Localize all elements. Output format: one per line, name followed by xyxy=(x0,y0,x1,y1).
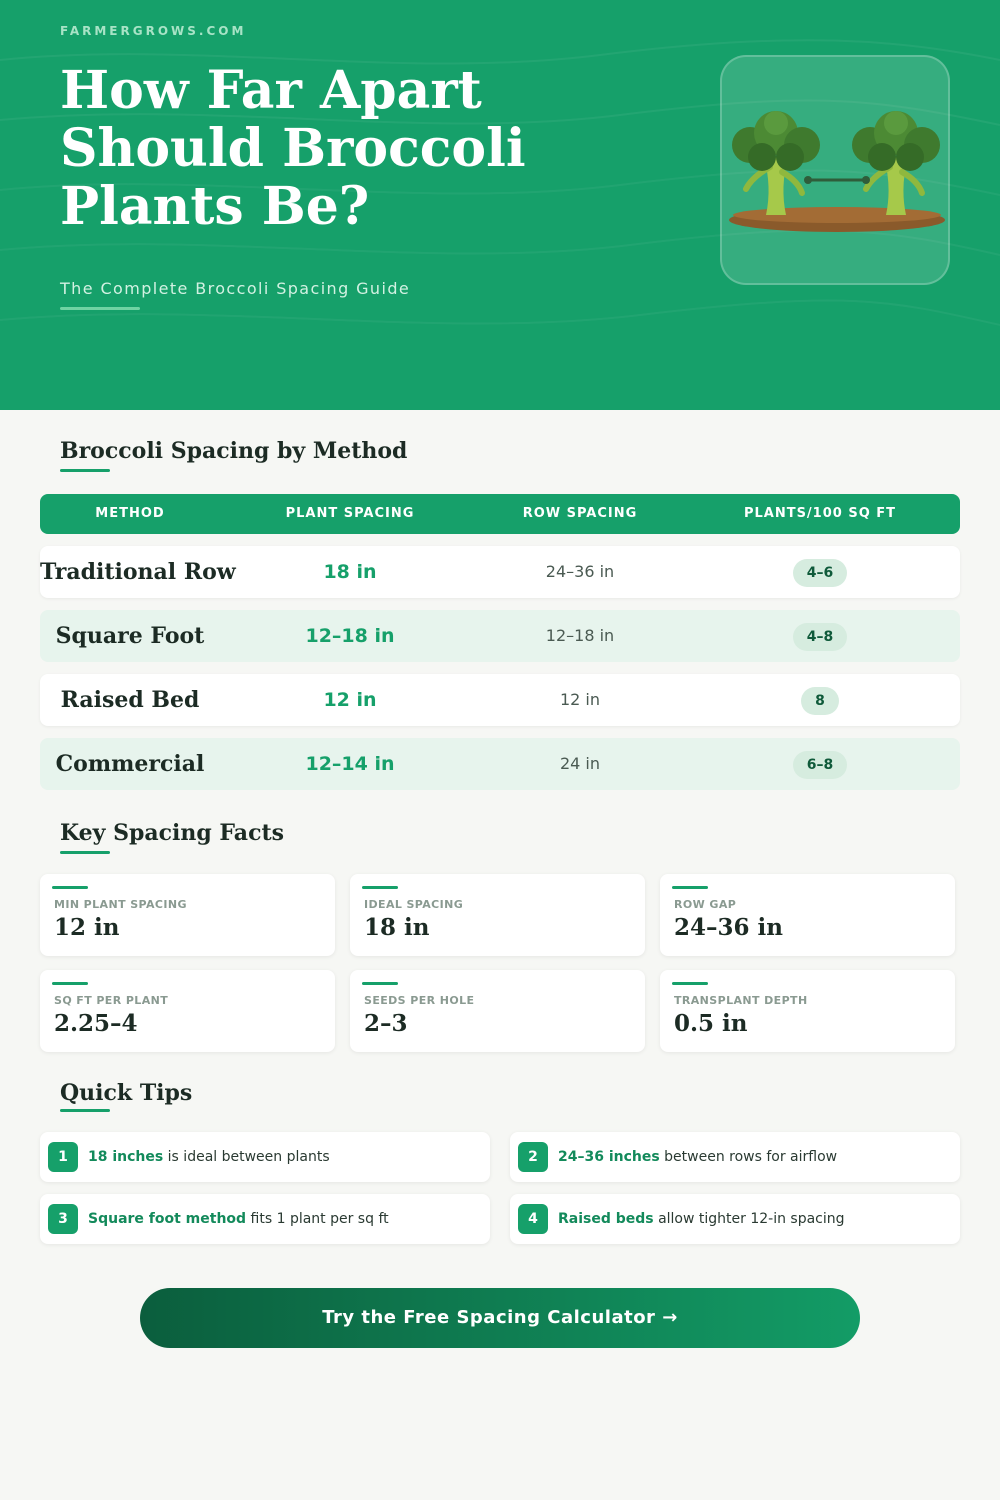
hero-banner xyxy=(0,0,1000,410)
card-accent xyxy=(52,886,88,889)
column-header-density: PLANTS/100 SQ FT xyxy=(743,506,897,521)
page-title: How Far Apart Should Broccoli Plants Be? xyxy=(60,60,526,237)
subtitle-underline xyxy=(60,307,140,310)
tip-text xyxy=(558,1132,837,1182)
density-badge: 4–8 xyxy=(793,623,847,651)
card-accent xyxy=(52,982,88,985)
fact-card xyxy=(660,874,955,956)
table-row xyxy=(40,546,960,598)
density-cell xyxy=(730,546,910,598)
fact-card xyxy=(660,970,955,1052)
tip-number-badge: 2 xyxy=(518,1142,548,1172)
tip-highlight: Square foot method xyxy=(88,1211,247,1227)
fact-value: 12 in xyxy=(54,914,120,941)
table-row xyxy=(40,738,960,790)
row-spacing-cell: 12 in xyxy=(559,690,601,709)
method-cell: Commercial xyxy=(55,751,205,777)
density-badge: 6–8 xyxy=(793,751,847,779)
tip-number-badge: 4 xyxy=(518,1204,548,1234)
fact-label: IDEAL SPACING xyxy=(364,898,464,911)
table-row xyxy=(40,610,960,662)
tip-text xyxy=(88,1132,330,1182)
tip-number-badge: 1 xyxy=(48,1142,78,1172)
section-title-spacing: Broccoli Spacing by Method xyxy=(60,438,408,464)
card-accent xyxy=(672,982,708,985)
density-badge: 8 xyxy=(801,687,839,715)
tip-text xyxy=(88,1194,389,1244)
fact-value: 0.5 in xyxy=(674,1010,748,1037)
table-row xyxy=(40,674,960,726)
column-header-plant-spacing: PLANT SPACING xyxy=(285,506,415,521)
column-header-method: METHOD xyxy=(95,506,165,521)
site-name: FARMERGROWS.COM xyxy=(60,24,247,38)
plant-spacing-cell: 12–14 in xyxy=(305,753,395,775)
fact-card xyxy=(40,970,335,1052)
row-spacing-cell: 24 in xyxy=(559,754,601,773)
density-cell xyxy=(730,738,910,790)
density-cell xyxy=(730,610,910,662)
tip-highlight: Raised beds xyxy=(558,1211,654,1227)
plant-spacing-cell: 12–18 in xyxy=(305,625,395,647)
column-header-row-spacing: ROW SPACING xyxy=(522,506,638,521)
card-accent xyxy=(672,886,708,889)
row-spacing-cell: 12–18 in xyxy=(545,626,615,645)
tip-body: between rows for airflow xyxy=(659,1149,838,1165)
tip-text xyxy=(558,1194,845,1244)
method-cell: Raised Bed xyxy=(60,687,200,713)
table-header xyxy=(40,494,960,534)
page-subtitle: The Complete Broccoli Spacing Guide xyxy=(60,279,411,298)
fact-label: MIN PLANT SPACING xyxy=(54,898,187,911)
tip-item xyxy=(40,1194,490,1244)
fact-value: 24–36 in xyxy=(674,914,783,941)
plant-spacing-cell: 18 in xyxy=(323,561,377,583)
tip-item xyxy=(40,1132,490,1182)
tip-number-badge: 3 xyxy=(48,1204,78,1234)
fact-label: SQ FT PER PLANT xyxy=(54,994,169,1007)
section-title-tips: Quick Tips xyxy=(60,1080,193,1106)
tip-body: allow tighter 12-in spacing xyxy=(653,1211,845,1227)
row-spacing-cell: 24–36 in xyxy=(545,562,615,581)
broccoli-illustration-card xyxy=(720,55,950,285)
section-underline xyxy=(60,1109,110,1112)
method-cell: Traditional Row xyxy=(40,559,236,585)
card-accent xyxy=(362,886,398,889)
fact-card xyxy=(350,970,645,1052)
tip-item xyxy=(510,1132,960,1182)
section-title-facts: Key Spacing Facts xyxy=(60,820,285,846)
fact-card xyxy=(350,874,645,956)
card-accent xyxy=(362,982,398,985)
tip-body: fits 1 plant per sq ft xyxy=(246,1211,389,1227)
spacing-calculator-button[interactable]: Try the Free Spacing Calculator → xyxy=(140,1288,860,1348)
tip-highlight: 24–36 inches xyxy=(558,1149,660,1165)
fact-label: SEEDS PER HOLE xyxy=(364,994,475,1007)
density-cell xyxy=(730,674,910,726)
fact-label: ROW GAP xyxy=(674,898,737,911)
section-underline xyxy=(60,851,110,854)
plant-spacing-cell: 12 in xyxy=(323,689,377,711)
fact-value: 2.25–4 xyxy=(54,1010,138,1037)
tip-body: is ideal between plants xyxy=(163,1149,330,1165)
fact-card xyxy=(40,874,335,956)
density-badge: 4–6 xyxy=(793,559,847,587)
tip-item xyxy=(510,1194,960,1244)
tip-highlight: 18 inches xyxy=(88,1149,164,1165)
fact-value: 2–3 xyxy=(364,1010,408,1037)
method-cell: Square Foot xyxy=(55,623,205,649)
section-underline xyxy=(60,469,110,472)
broccoli-spacing-illustration-icon xyxy=(722,57,952,287)
fact-label: TRANSPLANT DEPTH xyxy=(674,994,808,1007)
fact-value: 18 in xyxy=(364,914,430,941)
